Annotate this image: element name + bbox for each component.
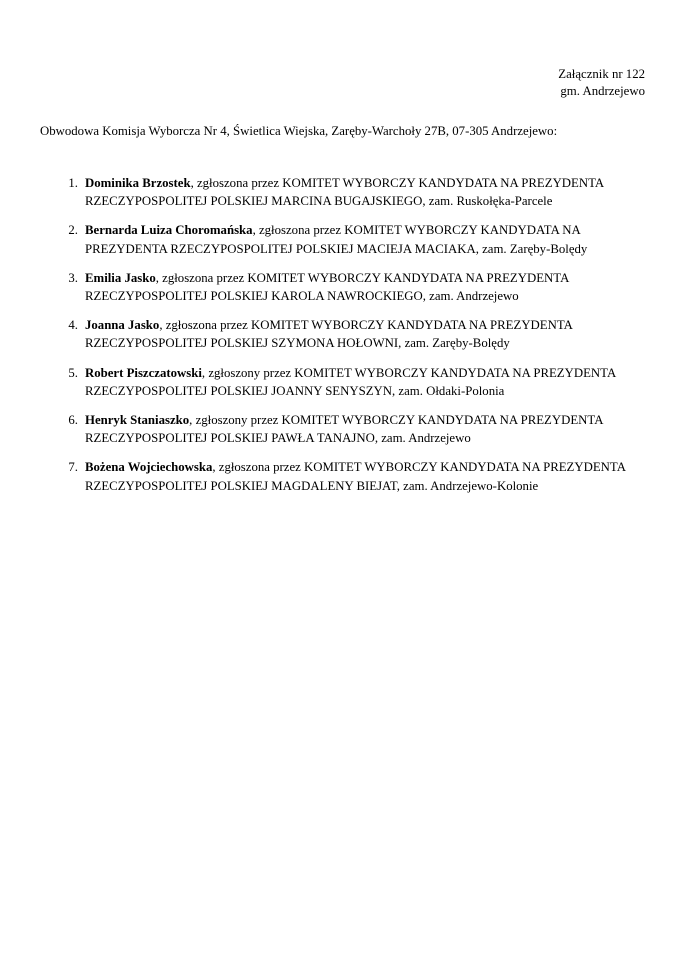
candidate-text bbox=[85, 411, 648, 447]
candidate-number: 4. bbox=[68, 318, 78, 333]
candidate-name: Emilia Jasko bbox=[85, 270, 156, 285]
attachment-number: Załącznik nr 122 bbox=[558, 67, 645, 81]
candidate-entry bbox=[40, 269, 648, 305]
candidate-text bbox=[85, 174, 648, 210]
candidate-entry bbox=[40, 221, 648, 257]
candidate-nomination-text: , zgłoszona przez KOMITET WYBORCZY KANDYDATA NA PREZYDENTA RZECZYPOSPOLITEJ POLSKIEJ MACIEJA MACIAKA, zam. Zaręby-Bolędy bbox=[85, 223, 588, 256]
candidate-number: 5. bbox=[68, 365, 78, 380]
candidate-name: Bernarda Luiza Choromańska bbox=[85, 223, 253, 238]
candidate-number: 1. bbox=[68, 176, 78, 190]
candidate-number: 6. bbox=[68, 413, 78, 428]
candidate-entry bbox=[40, 411, 648, 447]
candidate-text bbox=[85, 221, 648, 257]
candidate-name: Henryk Staniaszko bbox=[85, 413, 190, 428]
candidate-nomination-text: , zgłoszona przez KOMITET WYBORCZY KANDYDATA NA PREZYDENTA RZECZYPOSPOLITEJ POLSKIEJ KAROLA NAWROCKIEGO, zam. Andrzejewo bbox=[85, 270, 569, 304]
candidate-text bbox=[85, 364, 648, 400]
candidate-number: 7. bbox=[68, 460, 78, 475]
commission-intro-line: Obwodowa Komisja Wyborcza Nr 4, Świetlica Wiejska, Zaręby-Warchoły 27B, 07-305 Andrzejewo: bbox=[40, 124, 558, 138]
candidate-entry bbox=[40, 364, 648, 400]
candidate-text bbox=[85, 269, 648, 305]
candidate-nomination-text: , zgłoszona przez KOMITET WYBORCZY KANDYDATA NA PREZYDENTA RZECZYPOSPOLITEJ POLSKIEJ MARCINA BUGAJSKIEGO, zam. Ruskołęka-Parcele bbox=[85, 176, 604, 209]
candidate-nomination-text: , zgłoszona przez KOMITET WYBORCZY KANDYDATA NA PREZYDENTA RZECZYPOSPOLITEJ POLSKIEJ MAGDALENY BIEJAT, zam. Andrzejewo-Kolonie bbox=[85, 460, 626, 493]
candidate-name: Dominika Brzostek bbox=[85, 176, 191, 190]
candidate-entry bbox=[40, 174, 648, 210]
document-header bbox=[558, 66, 645, 100]
candidate-name: Bożena Wojciechowska bbox=[85, 460, 213, 475]
candidate-list bbox=[40, 174, 648, 495]
candidate-number: 2. bbox=[68, 223, 78, 238]
candidate-text bbox=[85, 316, 648, 352]
candidate-name: Joanna Jasko bbox=[85, 318, 160, 333]
candidate-nomination-text: , zgłoszony przez KOMITET WYBORCZY KANDYDATA NA PREZYDENTA RZECZYPOSPOLITEJ POLSKIEJ PAWŁA TANAJNO, zam. Andrzejewo bbox=[85, 413, 603, 446]
candidate-number: 3. bbox=[68, 270, 78, 285]
candidate-text bbox=[85, 458, 648, 494]
candidate-nomination-text: , zgłoszony przez KOMITET WYBORCZY KANDYDATA NA PREZYDENTA RZECZYPOSPOLITEJ POLSKIEJ JOANNY SENYSZYN, zam. Ołdaki-Polonia bbox=[85, 365, 616, 398]
candidate-entry bbox=[40, 316, 648, 352]
candidate-entry bbox=[40, 458, 648, 494]
candidate-nomination-text: , zgłoszona przez KOMITET WYBORCZY KANDYDATA NA PREZYDENTA RZECZYPOSPOLITEJ POLSKIEJ SZYMONA HOŁOWNI, zam. Zaręby-Bolędy bbox=[85, 318, 573, 351]
candidate-name: Robert Piszczatowski bbox=[85, 365, 202, 380]
municipality-name: gm. Andrzejewo bbox=[560, 84, 645, 98]
